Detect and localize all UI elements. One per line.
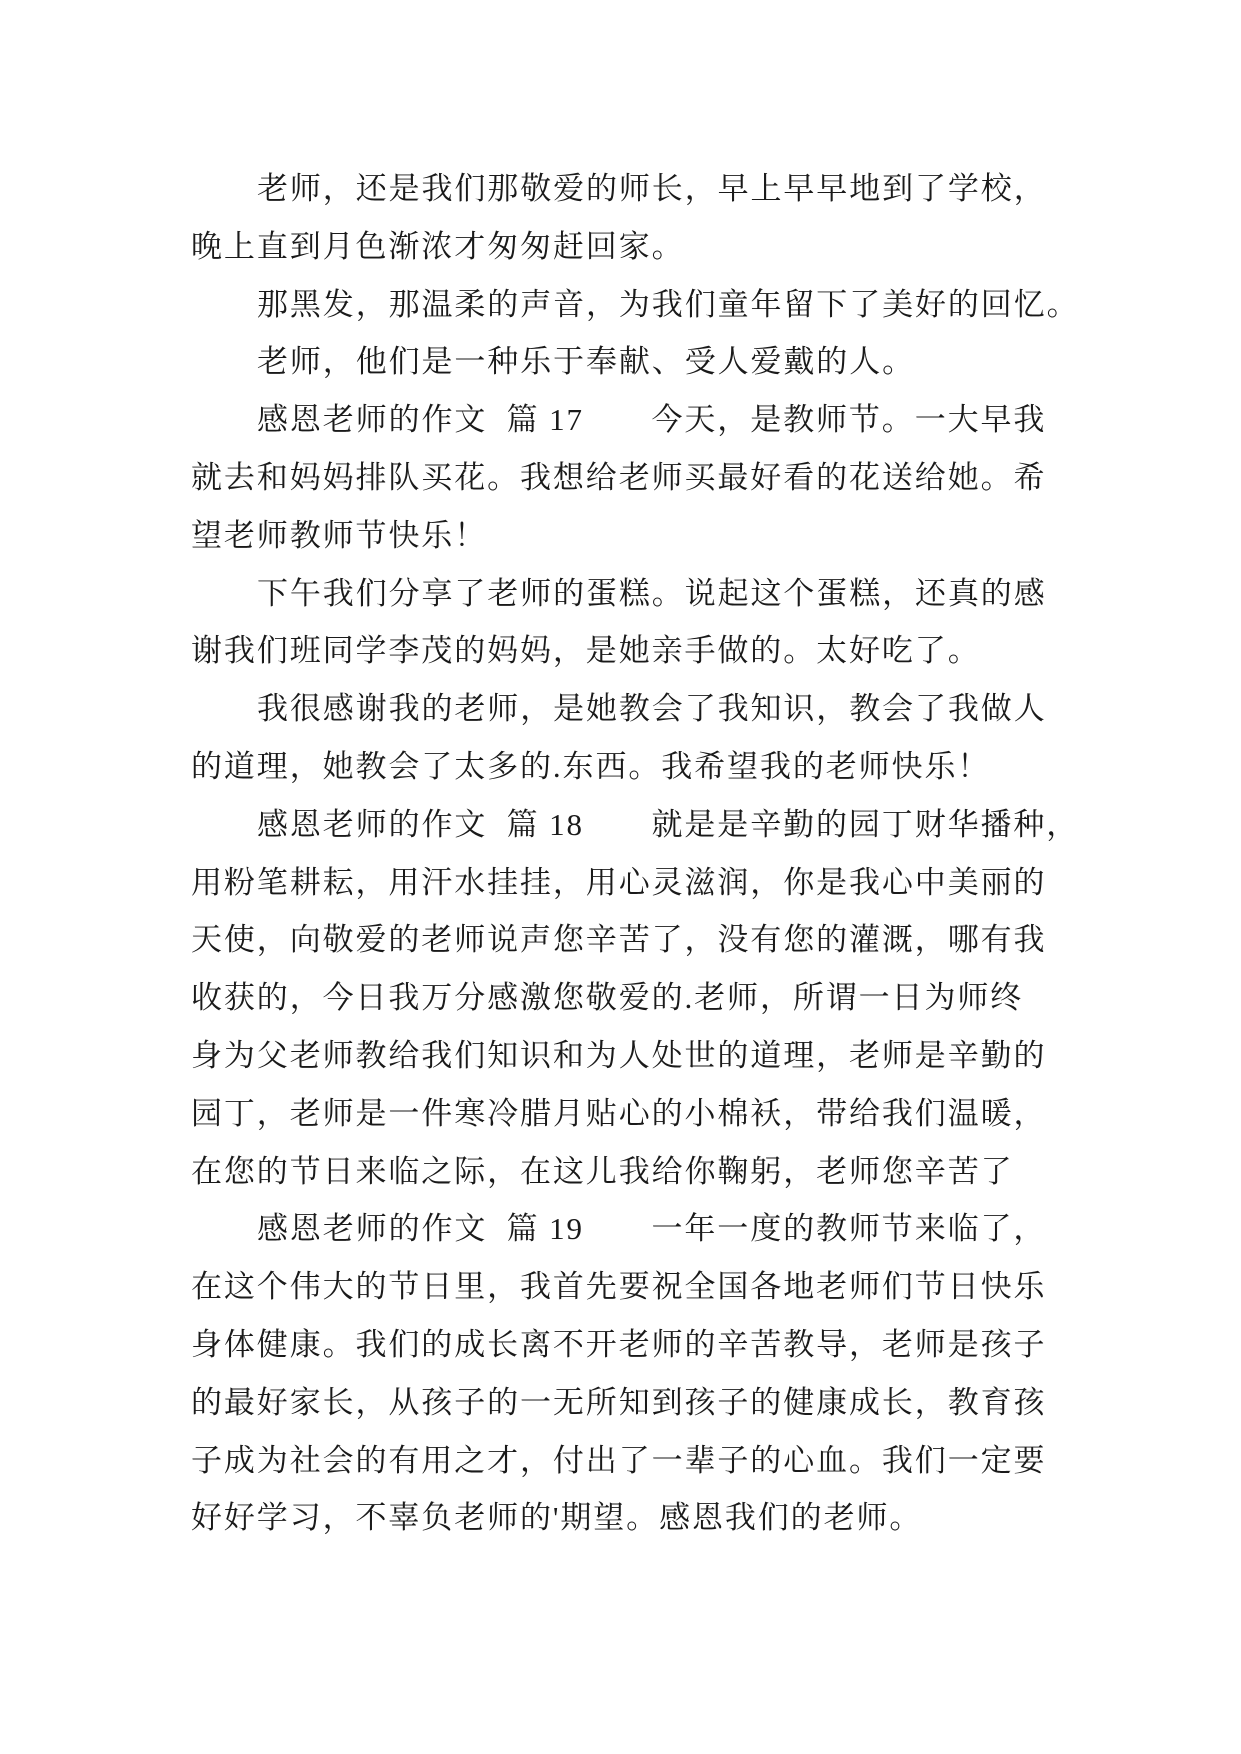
text-line: 望老师教师节快乐！ bbox=[191, 517, 488, 553]
text-line: 就去和妈妈排队买花。我想给老师买最好看的花送给她。希 bbox=[191, 459, 1047, 495]
text-line: 用粉笔耕耘，用汗水挂挂，用心灵滋润，你是我心中美丽的 bbox=[191, 864, 1047, 900]
text-line: 老师，还是我们那敬爱的师长，早上早早地到了学校， bbox=[257, 171, 1047, 206]
text-line: 园丁，老师是一件寒冷腊月贴心的小棉袄，带给我们温暖， bbox=[191, 1095, 1047, 1131]
text-line: 身为父老师教给我们知识和为人处世的道理，老师是辛勤的 bbox=[191, 1037, 1047, 1073]
text-line: 的最好家长，从孩子的一无所知到孩子的健康成长，教育孩 bbox=[191, 1384, 1047, 1420]
text-line: 好好学习，不辜负老师的'期望。感恩我们的老师。 bbox=[191, 1500, 923, 1536]
section-heading-line: 感恩老师的作文 篇 17 今天，是教师节。一大早我 bbox=[257, 402, 1047, 438]
text-line: 在您的节日来临之际，在这儿我给你鞠躬，老师您辛苦了 bbox=[191, 1153, 1014, 1189]
text-line: 收获的，今日我万分感激您敬爱的.老师，所谓一日为师终 bbox=[191, 980, 1024, 1016]
text-line: 那黑发，那温柔的声音，为我们童年留下了美好的回忆。 bbox=[257, 286, 1080, 322]
document-body bbox=[191, 160, 1091, 1547]
text-line: 的道理，她教会了太多的.东西。我希望我的老师快乐！ bbox=[191, 748, 991, 784]
text-line: 在这个伟大的节日里，我首先要祝全国各地老师们节日快乐 bbox=[191, 1269, 1047, 1305]
section-heading-line: 感恩老师的作文 篇 18 就是是辛勤的园丁财华播种， bbox=[257, 806, 1080, 842]
text-line: 我很感谢我的老师，是她教会了我知识，教会了我做人 bbox=[257, 691, 1047, 727]
text-line: 老师，他们是一种乐于奉献、受人爱戴的人。 bbox=[257, 344, 915, 380]
text-line: 子成为社会的有用之才，付出了一辈子的心血。我们一定要 bbox=[191, 1442, 1047, 1478]
text-line: 下午我们分享了老师的蛋糕。说起这个蛋糕，还真的感 bbox=[257, 575, 1047, 611]
text-line: 天使，向敬爱的老师说声您辛苦了，没有您的灌溉，哪有我 bbox=[191, 922, 1047, 958]
text-line: 谢我们班同学李茂的妈妈，是她亲手做的。太好吃了。 bbox=[191, 633, 981, 669]
text-line: 身体健康。我们的成长离不开老师的辛苦教导，老师是孩子 bbox=[191, 1326, 1047, 1362]
section-heading-line: 感恩老师的作文 篇 19 一年一度的教师节来临了， bbox=[257, 1211, 1047, 1247]
text-line: 晚上直到月色渐浓才匆匆赶回家。 bbox=[191, 228, 685, 264]
